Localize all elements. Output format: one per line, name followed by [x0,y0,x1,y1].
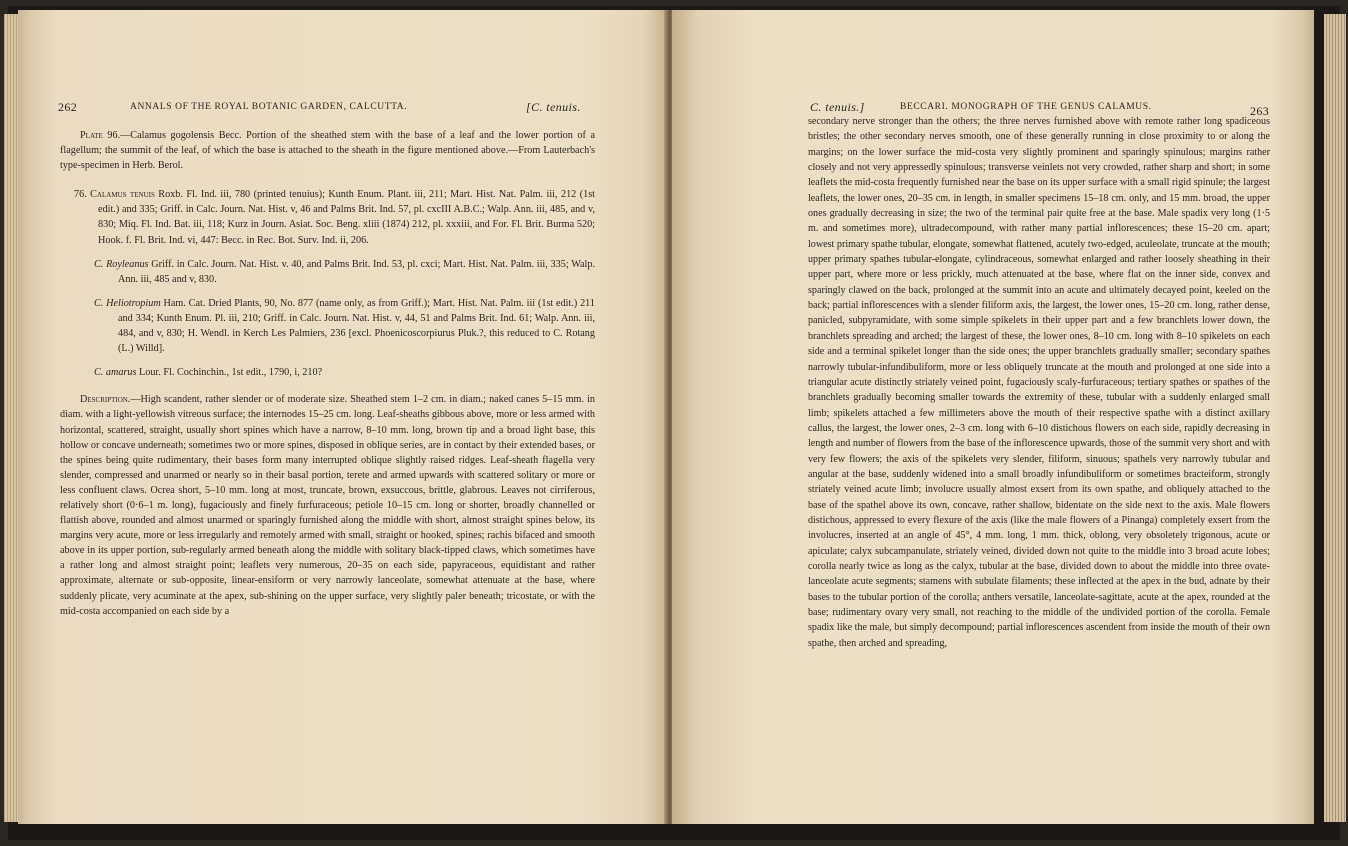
synonym-text: Ham. Cat. Dried Plants, 90, No. 877 (name only, as from Griff.); Mart. Hist. Nat. Palm. iii (1st edit.) 211 and 334; Kunth Enum. Pl. iii, 210; Griff. in Calc. Journ. Nat. Hist. v, 44, 51 and Palms Brit. Ind. 61; Walp. Ann. iii, 484, and v, 830; H. Wendl. in Kerch Les Palmiers, 236 [excl. Phoenicoscorpiurus Pluk.?, this reduced to C. Rotang (L.) Willd]. [118,297,595,355]
description-label: Description. [80,394,131,406]
running-title: BECCARI. MONOGRAPH OF THE GENUS CALAMUS. [900,102,1152,112]
synonym-text: Lour. Fl. Cochinchin., 1st edit., 1790, i, 210? [139,367,323,379]
right-body-text [808,114,1270,651]
synonym-name: C. Heliotropium [94,297,161,309]
genus-tag: [C. tenuis. [526,100,581,114]
synonym-name: C. Royleanus [94,258,149,270]
plate-caption [60,128,595,173]
right-page-edges [1324,14,1346,822]
plate-text: 96.—Calamus gogolensis Becc. Portion of the sheathed stem with the base of a leaf and the lower portion of a flagellum; the summit of the leaf, of which the base is attached to the sheath in the figure mentioned above.—From Lauterbach's type-specimen in Herb. Berol. [60,130,595,172]
species-number: 76. [74,189,87,201]
species-entry [74,187,595,247]
synonym-entry [94,296,595,356]
plate-label: Plate [80,130,103,141]
left-page [18,10,668,824]
species-name: Calamus tenuis [90,189,155,201]
description-paragraph [60,392,595,618]
synonym-entry [94,365,595,380]
continued-description: secondary nerve stronger than the others; the three nerves furnished above with remote rather long spadiceous bristles; the other secondary nerves smooth, one of these generally running in close proximity to or along the margins; on the lower surface the mid-costa very slightly prominent and sparingly spinulous; margins rather closely and not very appressedly spinulous; transverse veinlets not very crowded, rather sharp and short; in some leaflets the mid-costa frequently furnished near the base on its upper surface with a small rigid spinule; the largest leaflets, the lower ones, 20–35 cm. in length, in smaller specimens 15–18 cm. only, and 15 mm. broad, the upper ones gradually decreasing in size; the two of the terminal pair quite free at the base. Male spadix very long (1·5 m. and sometimes more), ultradecompound, with rather many partial inflorescences; these 15–20 cm. apart; lowest primary spathe tubular, elongate, somewhat flattened, acutely two-edged, aculeolate, truncate at the mouth; upper primary spathes tubular-elongate, cylindraceous, somewhat enlarged and rather loosely sheathing in their upper part, where more or less prickly, much attenuated at the base, where flat on the inner side, convex and sparingly clawed on the back, prolonged at the summit into an acute and ultimately decayed point, keeled on the back; partial inflorescences with a slender filiform axis, the largest, the lower ones, 15–20 cm. long, rather dense, panicled, subpyramidate, with some simple spikelets in their upper part and a few branchlets lower down, the branchlets spreading and arched; the largest of these, the lower ones, 8–10 cm. long with 8–10 spikelets on each side and a terminal spikelet longer than the side ones; the upper branchlets gradually smaller; secondary spathes narrowly tubular-infundibuliform, more or less obliquely truncate at the mouth and prolonged at one side into a triangular acute distinctly striately veined point, fugaciously scaly-furfuraceous; tertiary spathes or spathes of the branchlets gradually becoming smaller towards the extremity of these, tubular with a suddenly enlarged small limb; spikelets attached a few millimeters above the mouth of their respective spathe with a distinct axillary callus, the largest, the lower ones, 2–3 cm. long with 6–10 distichous flowers on each side, rapidly decreasing in length and number of flowers from the base of the inflorescence upwards, those of the summit very short and with very few flowers; the axis of the spikelets very slender, filiform, sinuous; spathels very narrowly tubular and angular at the base, suddenly widened into a small broadly infundibuliform or sometimes bracteiform, strongly striately veined acute limb; involucre usually almost exsert from its own spathe, and obliquely attached to the base of the spathel above its own, concave, rather shallow, bidentate on the side next to the axis. Male flowers distichous, appressed to every flexure of the axis (like the male flowers of a Pinanga) completely exsert from the involucres, inserted at an angle of 45°, 4 mm. long, 1 mm. thick, oblong, very obsoletely trigonous, acute or apiculate; calyx subcampanulate, striately veined, divided down not quite to the middle into 3 broad acute lobes; corolla nearly twice as long as the calyx, tubular at the base, divided down to about the middle into three ovate-lanceolate acute segments; stamens with subulate filaments; these inflected at the apex in the bud, adnate by their bases to the tubular portion of the corolla; anthers versatile, lanceolate-sagittate, acute at the apex, rounded at the base; rudimentary ovary very small, not reaching to the middle of the undivided portion of the corolla. Female spadix like the male, but simply decompound; partial inflorescences ascendent from inside the mouth of their own spathe, then arched and spreading, [808,116,1270,649]
synonym-name: C. amarus [94,367,137,379]
synonym-entry [94,257,595,287]
genus-tag: C. tenuis.] [810,100,865,114]
species-refs: Roxb. Fl. Ind. iii, 780 (printed tenuius); Kunth Enum. Plant. iii, 211; Mart. Hist. Nat. Palm. iii, 212 (1st edit.) and 335; Griff. in Calc. Journ. Nat. Hist. v, 46 and Palms Brit. Ind. 57, pl. cxcIII A.B.C.; Walp. Ann. iii, 485, and v, 830; Miq. Fl. Ind. Bat. iii, 118; Kurz in Journ. Asiat. Soc. Beng. xliii (1874) 212, pl. xxxiii, and For. Fl. Brit. Burma 520; Hook. f. Fl. Brit. Ind. vi, 447: Becc. in Rec. Bot. Surv. Ind. ii, 206. [98,189,595,246]
synonym-text: Griff. in Calc. Journ. Nat. Hist. v. 40, and Palms Brit. Ind. 53, pl. cxci; Mart. Hist. Nat. Palm. iii, 335; Walp. Ann. iii, 485 and v, 830. [118,258,596,285]
page-number: 263 [1250,104,1270,118]
left-body-text [60,128,595,619]
page-number: 262 [58,100,78,114]
right-page [672,10,1314,824]
description-text: —High scandent, rather slender or of moderate size. Sheathed stem 1–2 cm. in diam.; naked canes 5–15 mm. in diam. with a light-yellowish vitreous surface; the internodes 15–25 cm. long. Leaf-sheaths gibbous above, more or less armed with horizontal, scattered, straight, usually short spines which have a narrow, 8–10 mm. long, brown tip and a broad light base, this hollow or concave underneath; sometimes two or more spines, disposed in oblique series, are in contact by their extended bases, or the spines being quite rudimentary, their bases form many interrupted oblique slightly raised ridges. Leaf-sheath flagella very slender, compressed and unarmed or nearly so in their basal portion, terete and armed upwards with scattered solitary or more or less confluent claws. Ocrea short, 5–10 mm. long at most, truncate, brown, exsuccous, brittle, glabrous. Leaves not cirriferous, relatively short (0·6–1 m. long), fugaciously and finely furfuraceous; petiole 10–15 cm. long or shorter, broadly channelled or flattish above, rounded and almost unarmed or sparingly furnished along the middle with short, almost straight spines below, its margins very acute, more or less irregularly and remotely armed with small, straight or hooked, spines; rachis bifaced and smooth above in its upper portion, sub-regularly armed beneath along the middle with solitary black-tipped claws, which sometimes have a rather long and almost straight point; leaflets very numerous, 20–35 on each side, papyraceous, equidistant and rather approximate, alternate or sub-opposite, linear-ensiform or very narrowly lanceolate, somewhat attenuate at the base, where suddenly plicate, very acuminate at the apex, sub-shining on the upper surface, very slightly paler beneath; tricostate, or with the mid-costa accompanied on each side by a [60,394,595,617]
running-title: ANNALS OF THE ROYAL BOTANIC GARDEN, CALCUTTA. [130,102,408,112]
